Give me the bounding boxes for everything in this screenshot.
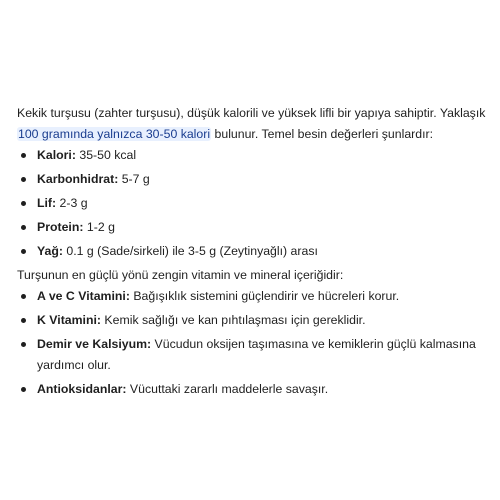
- item-label: Demir ve Kalsiyum:: [37, 337, 152, 351]
- item-value: Kemik sağlığı ve kan pıhtılaşması için gereklidir.: [101, 313, 366, 327]
- list-item: [17, 145, 489, 166]
- nutrition-list: [17, 145, 489, 262]
- item-label: Yağ:: [37, 244, 63, 258]
- list-item: [17, 193, 489, 214]
- item-label: Kalori:: [37, 148, 76, 162]
- item-value: Bağışıklık sistemini güçlendirir ve hücreleri korur.: [129, 289, 400, 303]
- intro-paragraph: [17, 103, 489, 145]
- item-value: Vücuttaki zararlı maddelerle savaşır.: [126, 382, 329, 396]
- item-value: 5-7 g: [118, 172, 150, 186]
- bullet-icon: [21, 387, 26, 392]
- vitamin-list: [17, 286, 489, 400]
- list-item: [17, 334, 489, 376]
- intro-text: Kekik turşusu (zahter turşusu), düşük kalorili ve yüksek lifli bir yapıya sahiptir. Yaklaşık: [17, 106, 486, 120]
- bullet-icon: [21, 294, 26, 299]
- bullet-icon: [21, 318, 26, 323]
- bullet-icon: [21, 249, 26, 254]
- bullet-icon: [21, 177, 26, 182]
- item-label: Karbonhidrat:: [37, 172, 119, 186]
- list-item: [17, 169, 489, 190]
- item-value: 1-2 g: [83, 220, 115, 234]
- list-item: [17, 379, 489, 400]
- item-label: K Vitamini:: [37, 313, 102, 327]
- document-body: [17, 103, 489, 403]
- item-label: Lif:: [37, 196, 57, 210]
- item-label: Protein:: [37, 220, 84, 234]
- bullet-icon: [21, 225, 26, 230]
- list-item: [17, 241, 489, 262]
- intro-text-end: bulunur. Temel besin değerleri şunlardır:: [211, 127, 434, 141]
- bullet-icon: [21, 153, 26, 158]
- item-label: Antioksidanlar:: [37, 382, 127, 396]
- calorie-highlight-link[interactable]: 100 gramında yalnızca 30-50 kalori: [18, 127, 211, 141]
- item-label: A ve C Vitamini:: [37, 289, 130, 303]
- list-item: [17, 310, 489, 331]
- bullet-icon: [21, 201, 26, 206]
- item-value: 35-50 kcal: [75, 148, 137, 162]
- list-item: [17, 217, 489, 238]
- item-value: Vücudun oksijen taşımasına ve kemiklerin güçlü kalmasına yardımcı olur.: [37, 337, 476, 372]
- strength-paragraph: Turşunun en güçlü yönü zengin vitamin ve mineral içeriğidir:: [17, 268, 344, 282]
- item-value: 2-3 g: [56, 196, 88, 210]
- item-value: 0.1 g (Sade/sirkeli) ile 3-5 g (Zeytinyağlı) arası: [62, 244, 318, 258]
- list-item: [17, 286, 489, 307]
- bullet-icon: [21, 342, 26, 347]
